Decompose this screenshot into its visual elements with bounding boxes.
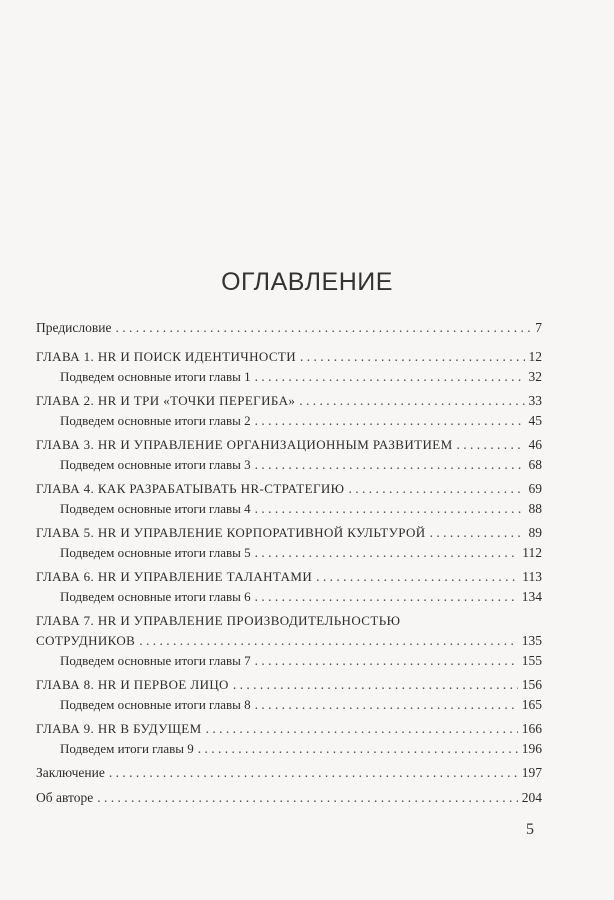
leader-dots (255, 651, 518, 671)
leader-dots (348, 479, 524, 499)
toc-entry-chapter-8[interactable] (36, 675, 542, 695)
toc-entry-label: ГЛАВА 2. HR И ТРИ «ТОЧКИ ПЕРЕГИБА» (36, 393, 296, 408)
leader-dots (255, 587, 518, 607)
toc-entry-label: ГЛАВА 9. HR В БУДУЩЕМ (36, 721, 202, 736)
toc-entry-label: ГЛАВА 1. HR И ПОИСК ИДЕНТИЧНОСТИ (36, 349, 297, 364)
toc-entry-label: Подведем итоги главы 9 (60, 741, 194, 756)
leader-dots (97, 788, 518, 808)
toc-entry-page: 32 (528, 369, 542, 384)
toc-entry-page: 89 (528, 525, 542, 540)
toc-entry-label: ГЛАВА 8. HR И ПЕРВОЕ ЛИЦО (36, 677, 229, 692)
toc-entry-page: 33 (528, 393, 542, 408)
toc-entry-chapter-2[interactable] (36, 391, 542, 411)
toc-entry-about-author[interactable] (36, 788, 542, 808)
toc-entry-summary-2[interactable] (36, 411, 542, 431)
toc-entry-label: Подведем основные итоги главы 3 (60, 457, 251, 472)
toc-entry-label: СОТРУДНИКОВ (36, 633, 136, 648)
leader-dots (255, 543, 519, 563)
toc-entry-conclusion[interactable] (36, 763, 542, 783)
toc-entry-label: Подведем основные итоги главы 2 (60, 413, 251, 428)
leader-dots (109, 763, 518, 783)
toc-entry-label: ГЛАВА 4. КАК РАЗРАБАТЫВАТЬ HR-СТРАТЕГИЮ (36, 481, 345, 496)
leader-dots (299, 391, 524, 411)
toc-entry-page: 204 (521, 790, 542, 805)
toc-entry-summary-5[interactable] (36, 543, 542, 563)
toc-entry-page: 165 (521, 697, 542, 712)
toc-entry-page: 166 (521, 721, 542, 736)
toc-entry-page: 88 (528, 501, 542, 516)
toc-entry-page: 155 (521, 653, 542, 668)
toc-entry-chapter-5[interactable] (36, 523, 542, 543)
toc-entry-page: 197 (521, 765, 542, 780)
leader-dots (430, 523, 525, 543)
toc-entry-chapter-4[interactable] (36, 479, 542, 499)
toc-entry-page: 156 (521, 677, 542, 692)
toc-entry-summary-7[interactable] (36, 651, 542, 671)
toc-entry-page: 112 (522, 545, 542, 560)
leader-dots (255, 695, 518, 715)
toc-entry-chapter-7[interactable] (36, 631, 542, 651)
toc-entry-page: 135 (521, 633, 542, 648)
leader-dots (300, 347, 524, 367)
leader-dots (198, 739, 518, 759)
toc-entry-label: Подведем основные итоги главы 1 (60, 369, 251, 384)
leader-dots (255, 499, 525, 519)
leader-dots (115, 318, 531, 338)
toc-entry-page: 68 (528, 457, 542, 472)
toc-entry-page: 69 (528, 481, 542, 496)
toc-entry-label: Подведем основные итоги главы 5 (60, 545, 251, 560)
toc-entry-chapter-9[interactable] (36, 719, 542, 739)
toc-entry-chapter-3[interactable] (36, 435, 542, 455)
toc-entry-label: Подведем основные итоги главы 4 (60, 501, 251, 516)
toc-entry-label: ГЛАВА 5. HR И УПРАВЛЕНИЕ КОРПОРАТИВНОЙ КУЛЬТУРОЙ (36, 525, 426, 540)
toc-entry-page: 196 (521, 741, 542, 756)
toc-entry-summary-8[interactable] (36, 695, 542, 715)
leader-dots (457, 435, 525, 455)
toc-entry-page: 7 (535, 320, 542, 335)
toc-heading: ОГЛАВЛЕНИЕ (221, 268, 393, 296)
toc-entry-chapter-1[interactable] (36, 347, 542, 367)
page-number: 5 (526, 821, 534, 838)
toc-entry-label: Подведем основные итоги главы 6 (60, 589, 251, 604)
toc-entry-page: 46 (528, 437, 542, 452)
toc-entry-label: Подведем основные итоги главы 8 (60, 697, 251, 712)
toc-entry-label: ГЛАВА 6. HR И УПРАВЛЕНИЕ ТАЛАНТАМИ (36, 569, 313, 584)
leader-dots (206, 719, 518, 739)
toc-entry-page: 113 (522, 569, 542, 584)
leader-dots (255, 367, 525, 387)
toc-entry-chapter-7-line1[interactable]: ГЛАВА 7. HR И УПРАВЛЕНИЕ ПРОИЗВОДИТЕЛЬНОСТЬЮ (36, 613, 401, 628)
toc-entry-label: Об авторе (36, 790, 94, 805)
leader-dots (139, 631, 518, 651)
leader-dots (255, 455, 525, 475)
toc-entry-summary-4[interactable] (36, 499, 542, 519)
toc-entry-label: ГЛАВА 3. HR И УПРАВЛЕНИЕ ОРГАНИЗАЦИОННЫМ РАЗВИТИЕМ (36, 437, 453, 452)
leader-dots (233, 675, 518, 695)
toc-entry-label: Предисловие (36, 320, 112, 335)
toc-entry-label: Заключение (36, 765, 105, 780)
toc-entry-page: 12 (528, 349, 542, 364)
toc-entry-summary-9[interactable] (36, 739, 542, 759)
toc-entry-summary-3[interactable] (36, 455, 542, 475)
toc-entry-summary-6[interactable] (36, 587, 542, 607)
toc-entry-preface[interactable] (36, 318, 542, 338)
toc-entry-summary-1[interactable] (36, 367, 542, 387)
toc-entry-chapter-6[interactable] (36, 567, 542, 587)
toc-entry-label: Подведем основные итоги главы 7 (60, 653, 251, 668)
leader-dots (255, 411, 525, 431)
toc-entry-page: 134 (521, 589, 542, 604)
leader-dots (316, 567, 518, 587)
toc-entry-page: 45 (528, 413, 542, 428)
